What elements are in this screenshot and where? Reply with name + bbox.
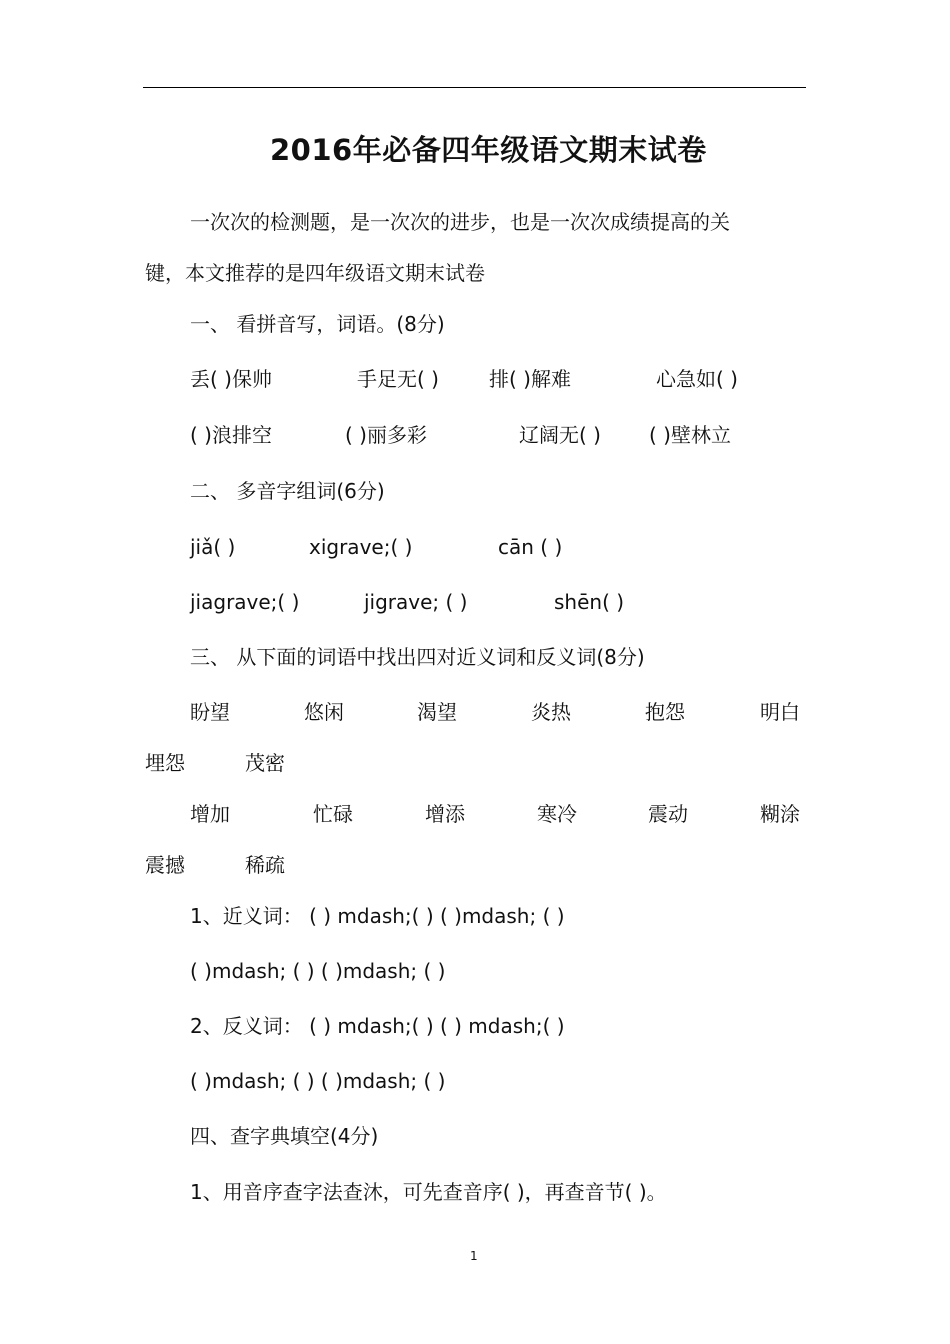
page-number: 1 <box>470 1249 478 1263</box>
s2-item: shēn( ) <box>554 590 625 614</box>
word-item: 茂密 <box>245 751 285 775</box>
word-item: 悠闲 <box>304 700 344 724</box>
s1-item: 辽阔无( ) <box>519 423 601 447</box>
word-item: 明白 <box>760 700 800 724</box>
s1-item: 丢( )保帅 <box>190 367 272 391</box>
word-item: 稀疏 <box>245 853 285 877</box>
s1-item: ( )浪排空 <box>190 423 272 447</box>
section-2-heading: 二、 多音字组词(6分) <box>190 479 385 503</box>
intro-line-1: 一次次的检测题，是一次次的进步，也是一次次成绩提高的关 <box>190 210 730 234</box>
word-item: 忙碌 <box>313 802 353 826</box>
s1-item: 心急如( ) <box>656 367 738 391</box>
word-item: 盼望 <box>190 700 230 724</box>
section-1-heading: 一、 看拼音写，词语。(8分) <box>190 312 445 336</box>
s2-item: jiǎ( ) <box>190 535 236 559</box>
antonym-line-2: ( )mdash; ( ) ( )mdash; ( ) <box>190 1069 446 1093</box>
s1-item: ( )丽多彩 <box>345 423 427 447</box>
word-item: 抱怨 <box>645 700 685 724</box>
section-3-heading: 三、 从下面的词语中找出四对近义词和反义词(8分) <box>190 645 645 669</box>
word-item: 渴望 <box>417 700 457 724</box>
word-item: 寒冷 <box>537 802 577 826</box>
header-rule <box>143 87 806 88</box>
section-4-heading: 四、查字典填空(4分) <box>190 1124 379 1148</box>
s2-item: xigrave;( ) <box>309 535 413 559</box>
word-item: 炎热 <box>531 700 571 724</box>
word-item: 糊涂 <box>760 802 800 826</box>
synonym-line-1: 1、近义词： ( ) mdash;( ) ( )mdash; ( ) <box>190 904 565 928</box>
s2-item: jiagrave;( ) <box>190 590 300 614</box>
word-item: 震动 <box>648 802 688 826</box>
question-line: 1、用音序查字法查沐，可先查音序( )，再查音节( )。 <box>190 1180 667 1204</box>
page-title: 2016年必备四年级语文期末试卷 <box>270 133 707 167</box>
s2-item: jigrave; ( ) <box>364 590 468 614</box>
synonym-line-2: ( )mdash; ( ) ( )mdash; ( ) <box>190 959 446 983</box>
s1-item: 排( )解难 <box>489 367 571 391</box>
s1-item: 手足无( ) <box>357 367 439 391</box>
word-item: 增加 <box>190 802 230 826</box>
word-item: 增添 <box>425 802 465 826</box>
word-item: 埋怨 <box>145 751 185 775</box>
s2-item: cān ( ) <box>498 535 563 559</box>
s1-item: ( )壁林立 <box>649 423 731 447</box>
word-item: 震撼 <box>145 853 185 877</box>
antonym-line-1: 2、反义词： ( ) mdash;( ) ( ) mdash;( ) <box>190 1014 565 1038</box>
intro-line-2: 键，本文推荐的是四年级语文期末试卷 <box>145 261 485 285</box>
